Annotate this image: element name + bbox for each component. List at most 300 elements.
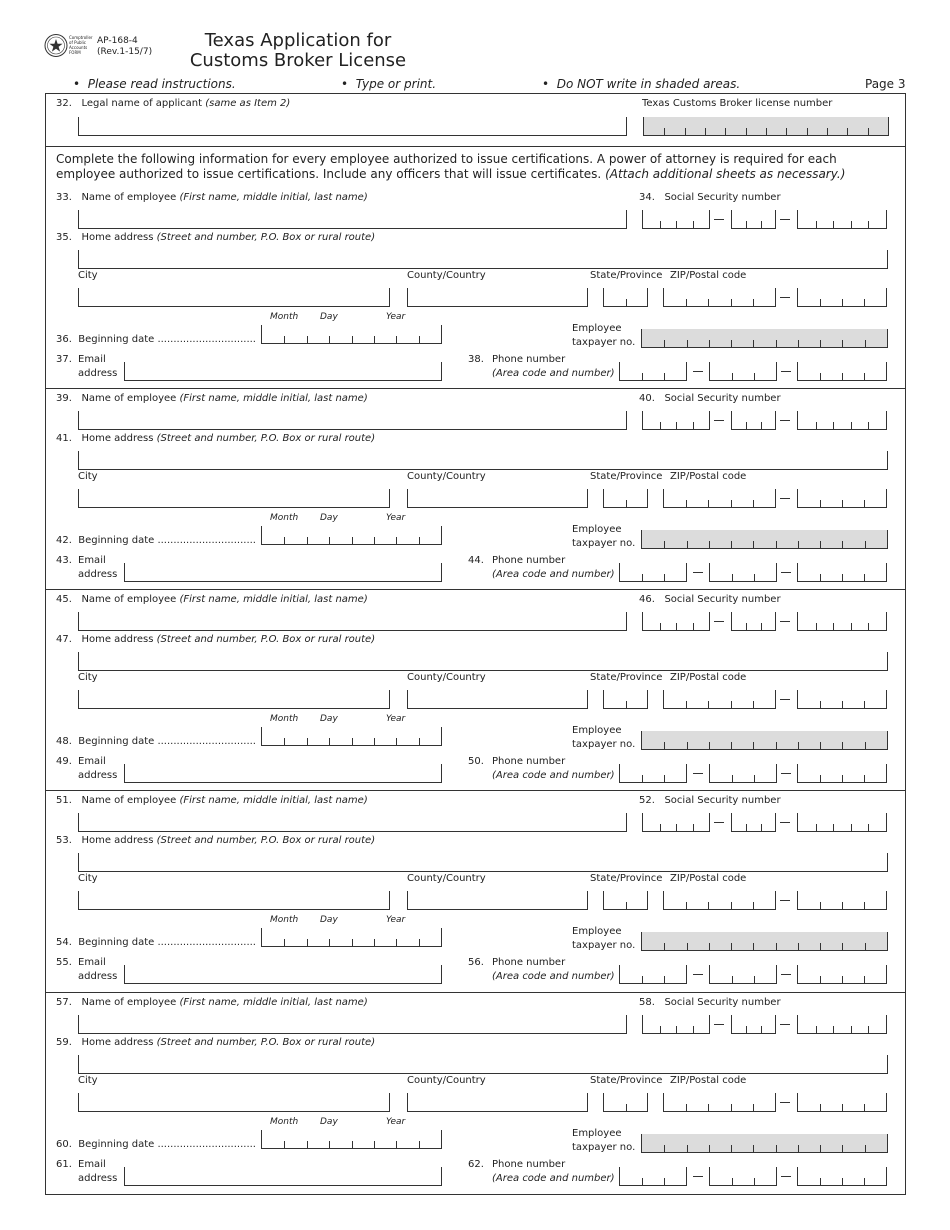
field-divider xyxy=(664,128,665,135)
license-number-field xyxy=(643,117,889,136)
field-divider xyxy=(816,422,817,429)
phone-dash xyxy=(781,572,791,573)
field-divider xyxy=(419,1141,420,1148)
field-divider xyxy=(786,128,787,135)
instructions-text: Complete the following information for every employee authorized to issue certifications. A power of attorney is required for each employee authorized to issue certifications. Include any officers that will issue certificates. (Attach additional sheets as necessary.) xyxy=(56,152,846,181)
field-divider xyxy=(396,537,397,544)
field-divider xyxy=(746,623,747,630)
field-divider xyxy=(642,1178,643,1185)
field-divider xyxy=(807,128,808,135)
field-divider xyxy=(693,623,694,630)
state-label: State/Province xyxy=(590,1075,663,1086)
seal-caption: Comptroller of Public Accounts FORM xyxy=(69,35,93,55)
field-divider xyxy=(842,373,843,380)
field-divider xyxy=(754,1178,755,1185)
phone-note: (Area code and number) xyxy=(492,1173,615,1184)
field-divider xyxy=(842,742,843,749)
employee-separator xyxy=(45,388,906,389)
field-divider xyxy=(842,1104,843,1111)
state-label: State/Province xyxy=(590,270,663,281)
beginning-date-field[interactable] xyxy=(261,325,442,344)
year-label: Year xyxy=(386,1117,406,1127)
field-divider xyxy=(753,701,754,708)
employee-name-field[interactable] xyxy=(78,210,627,229)
ssn-group-field[interactable] xyxy=(731,210,776,229)
email-field[interactable] xyxy=(124,563,442,582)
phone-line-field[interactable] xyxy=(797,965,887,984)
ssn-area-field[interactable] xyxy=(642,813,710,832)
field-divider xyxy=(842,701,843,708)
zip-label: ZIP/Postal code xyxy=(670,471,747,482)
beginning-date-label: 54. Beginning date ............................... xyxy=(56,937,256,948)
form-title-line2: Customs Broker License xyxy=(189,50,407,71)
ssn-area-field[interactable] xyxy=(642,1015,710,1034)
field-divider xyxy=(753,541,754,548)
ssn-group-field[interactable] xyxy=(731,612,776,631)
field-divider xyxy=(754,574,755,581)
phone-dash xyxy=(781,974,791,975)
field-divider xyxy=(820,574,821,581)
employee-taxpayer-label: Employee xyxy=(572,725,622,736)
month-label: Month xyxy=(270,714,299,724)
state-field[interactable] xyxy=(603,489,648,508)
field-divider xyxy=(284,1141,285,1148)
phone-label: Phone number xyxy=(492,354,566,365)
county-field[interactable] xyxy=(407,288,588,307)
city-field[interactable] xyxy=(78,690,390,709)
field-divider xyxy=(307,336,308,343)
field-divider xyxy=(732,373,733,380)
field-divider xyxy=(833,221,834,228)
field-divider xyxy=(374,939,375,946)
field-divider xyxy=(687,541,688,548)
home-address-label: 35. Home address (Street and number, P.O. Box or rural route) xyxy=(56,232,376,243)
field-divider xyxy=(827,128,828,135)
field-divider xyxy=(753,500,754,507)
field-divider xyxy=(693,221,694,228)
email-label: Email xyxy=(78,957,106,968)
field-divider xyxy=(753,943,754,950)
ssn-dash xyxy=(714,822,724,823)
phone-label: Phone number xyxy=(492,756,566,767)
zip-field[interactable] xyxy=(663,690,776,709)
item-32-label: 32. Legal name of applicant (same as Item 2) xyxy=(56,98,291,109)
field-divider xyxy=(864,299,865,306)
ssn-serial-field[interactable] xyxy=(797,813,887,832)
form-title-line1: Texas Application for xyxy=(204,30,392,51)
field-divider xyxy=(851,824,852,831)
field-divider xyxy=(864,775,865,782)
ssn-serial-field[interactable] xyxy=(797,210,887,229)
field-divider xyxy=(842,574,843,581)
phone-note: (Area code and number) xyxy=(492,368,615,379)
field-divider xyxy=(851,623,852,630)
field-divider xyxy=(642,574,643,581)
field-divider xyxy=(868,422,869,429)
county-label: County/Country xyxy=(407,1075,486,1086)
employee-taxpayer-field xyxy=(641,530,888,549)
field-divider xyxy=(766,128,767,135)
bullet-shaded: • Do NOT write in shaded areas. xyxy=(542,77,741,91)
field-divider xyxy=(864,902,865,909)
field-divider xyxy=(864,574,865,581)
field-divider xyxy=(731,541,732,548)
zip-label: ZIP/Postal code xyxy=(670,1075,747,1086)
year-label: Year xyxy=(386,915,406,925)
phone-number-item: 44. xyxy=(468,555,484,566)
field-divider xyxy=(709,541,710,548)
employee-taxpayer-label: taxpayer no. xyxy=(572,739,636,750)
beginning-date-label: 42. Beginning date ............................... xyxy=(56,535,256,546)
state-field[interactable] xyxy=(603,891,648,910)
employee-taxpayer-field xyxy=(641,329,888,348)
ssn-area-field[interactable] xyxy=(642,411,710,430)
city-label: City xyxy=(78,873,98,884)
phone-prefix-field[interactable] xyxy=(709,764,777,783)
field-divider xyxy=(842,1145,843,1152)
field-divider xyxy=(642,775,643,782)
beginning-date-field[interactable] xyxy=(261,928,442,947)
phone-label: Phone number xyxy=(492,957,566,968)
phone-area-field[interactable] xyxy=(619,563,687,582)
beginning-date-field[interactable] xyxy=(261,526,442,545)
ssn-serial-field[interactable] xyxy=(797,612,887,631)
ssn-area-field[interactable] xyxy=(642,210,710,229)
zip-field[interactable] xyxy=(663,489,776,508)
employee-name-field[interactable] xyxy=(78,612,627,631)
employee-taxpayer-label: Employee xyxy=(572,1128,622,1139)
field-divider xyxy=(865,1145,866,1152)
field-divider xyxy=(307,1141,308,1148)
day-label: Day xyxy=(320,1117,338,1127)
ssn-area-field[interactable] xyxy=(642,612,710,631)
field-divider xyxy=(851,1026,852,1033)
field-divider xyxy=(708,500,709,507)
phone-line-field[interactable] xyxy=(797,764,887,783)
field-divider xyxy=(761,623,762,630)
email-number: 61. xyxy=(56,1159,72,1170)
home-address-label: 41. Home address (Street and number, P.O. Box or rural route) xyxy=(56,433,376,444)
field-divider xyxy=(776,943,777,950)
field-divider xyxy=(705,128,706,135)
city-field[interactable] xyxy=(78,489,390,508)
phone-line-field[interactable] xyxy=(797,362,887,381)
field-divider xyxy=(664,340,665,347)
phone-dash xyxy=(693,572,703,573)
home-address-field[interactable] xyxy=(78,1055,888,1074)
field-divider xyxy=(709,340,710,347)
ssn-group-field[interactable] xyxy=(731,813,776,832)
employee-separator xyxy=(45,992,906,993)
beginning-date-field[interactable] xyxy=(261,1130,442,1149)
email-label: Email xyxy=(78,1159,106,1170)
zip-label: ZIP/Postal code xyxy=(670,270,747,281)
phone-prefix-field[interactable] xyxy=(709,563,777,582)
phone-area-field[interactable] xyxy=(619,965,687,984)
field-divider xyxy=(676,623,677,630)
ssn-label: 46. Social Security number xyxy=(639,594,781,605)
employee-taxpayer-label: taxpayer no. xyxy=(572,538,636,549)
email-label: address xyxy=(78,770,118,781)
home-address-field[interactable] xyxy=(78,250,888,269)
field-divider xyxy=(864,500,865,507)
state-field[interactable] xyxy=(603,1093,648,1112)
city-label: City xyxy=(78,1075,98,1086)
zip-dash xyxy=(780,699,790,700)
phone-number-item: 62. xyxy=(468,1159,484,1170)
zip-dash xyxy=(780,900,790,901)
field-divider xyxy=(868,824,869,831)
field-divider xyxy=(842,299,843,306)
state-field[interactable] xyxy=(603,690,648,709)
home-address-field[interactable] xyxy=(78,652,888,671)
field-divider xyxy=(816,824,817,831)
home-address-field[interactable] xyxy=(78,451,888,470)
beginning-date-label: 60. Beginning date ............................... xyxy=(56,1139,256,1150)
field-divider xyxy=(833,1026,834,1033)
email-field[interactable] xyxy=(124,764,442,783)
field-divider xyxy=(820,299,821,306)
phone-area-field[interactable] xyxy=(619,764,687,783)
field-divider xyxy=(660,422,661,429)
field-divider xyxy=(731,299,732,306)
field-divider xyxy=(687,943,688,950)
phone-prefix-field[interactable] xyxy=(709,1167,777,1186)
employee-name-field[interactable] xyxy=(78,813,627,832)
city-label: City xyxy=(78,672,98,683)
employee-separator xyxy=(45,790,906,791)
employee-name-field[interactable] xyxy=(78,411,627,430)
county-field[interactable] xyxy=(407,1093,588,1112)
field-divider xyxy=(284,738,285,745)
field-divider xyxy=(374,336,375,343)
field-divider xyxy=(865,943,866,950)
zip-field[interactable] xyxy=(663,891,776,910)
email-number: 49. xyxy=(56,756,72,767)
field-divider xyxy=(820,373,821,380)
phone-dash xyxy=(693,974,703,975)
field-divider xyxy=(664,574,665,581)
day-label: Day xyxy=(320,513,338,523)
field-divider xyxy=(419,336,420,343)
bullet-type: • Type or print. xyxy=(341,77,437,91)
field-divider xyxy=(753,902,754,909)
year-label: Year xyxy=(386,714,406,724)
beginning-date-label: 36. Beginning date ............................... xyxy=(56,334,256,345)
home-address-label: 59. Home address (Street and number, P.O. Box or rural route) xyxy=(56,1037,376,1048)
field-divider xyxy=(732,976,733,983)
email-number: 43. xyxy=(56,555,72,566)
phone-line-field[interactable] xyxy=(797,1167,887,1186)
ssn-group-field[interactable] xyxy=(731,411,776,430)
ssn-serial-field[interactable] xyxy=(797,1015,887,1034)
field-divider xyxy=(396,336,397,343)
field-divider xyxy=(676,422,677,429)
month-label: Month xyxy=(270,1117,299,1127)
phone-dash xyxy=(781,773,791,774)
field-divider xyxy=(753,1145,754,1152)
county-field[interactable] xyxy=(407,489,588,508)
phone-note: (Area code and number) xyxy=(492,569,615,580)
field-divider xyxy=(284,336,285,343)
field-divider xyxy=(396,939,397,946)
field-divider xyxy=(754,373,755,380)
ssn-dash xyxy=(780,1024,790,1025)
field-divider xyxy=(868,128,869,135)
beginning-date-field[interactable] xyxy=(261,727,442,746)
phone-note: (Area code and number) xyxy=(492,770,615,781)
field-divider xyxy=(352,939,353,946)
field-divider xyxy=(761,422,762,429)
field-divider xyxy=(731,1104,732,1111)
field-divider xyxy=(626,500,627,507)
phone-area-field[interactable] xyxy=(619,1167,687,1186)
state-field[interactable] xyxy=(603,288,648,307)
field-divider xyxy=(685,128,686,135)
field-divider xyxy=(660,623,661,630)
field-divider xyxy=(753,742,754,749)
city-label: City xyxy=(78,471,98,482)
field-divider xyxy=(842,976,843,983)
county-field[interactable] xyxy=(407,690,588,709)
field-divider xyxy=(329,738,330,745)
field-divider xyxy=(419,738,420,745)
county-field[interactable] xyxy=(407,891,588,910)
city-field[interactable] xyxy=(78,288,390,307)
phone-line-field[interactable] xyxy=(797,563,887,582)
field-divider xyxy=(626,299,627,306)
field-divider xyxy=(798,742,799,749)
zip-ext-field[interactable] xyxy=(797,891,887,910)
employee-name-label: 39. Name of employee (First name, middle initial, last name) xyxy=(56,393,368,404)
field-divider xyxy=(746,824,747,831)
field-divider xyxy=(686,902,687,909)
field-divider xyxy=(664,373,665,380)
field-divider xyxy=(731,701,732,708)
zip-ext-field[interactable] xyxy=(797,288,887,307)
phone-area-field[interactable] xyxy=(619,362,687,381)
field-divider xyxy=(732,775,733,782)
field-divider xyxy=(664,1178,665,1185)
field-divider xyxy=(687,340,688,347)
field-divider xyxy=(842,1178,843,1185)
field-divider xyxy=(284,537,285,544)
email-field[interactable] xyxy=(124,1167,442,1186)
field-divider xyxy=(820,943,821,950)
field-divider xyxy=(664,742,665,749)
zip-ext-field[interactable] xyxy=(797,489,887,508)
field-divider xyxy=(664,775,665,782)
zip-dash xyxy=(780,498,790,499)
field-divider xyxy=(820,500,821,507)
field-divider xyxy=(396,738,397,745)
zip-field[interactable] xyxy=(663,288,776,307)
employee-name-label: 33. Name of employee (First name, middle initial, last name) xyxy=(56,192,368,203)
employee-name-field[interactable] xyxy=(78,1015,627,1034)
field-divider xyxy=(686,701,687,708)
employee-taxpayer-field xyxy=(641,932,888,951)
field-divider xyxy=(816,623,817,630)
ssn-label: 34. Social Security number xyxy=(639,192,781,203)
phone-number-item: 38. xyxy=(468,354,484,365)
ssn-group-field[interactable] xyxy=(731,1015,776,1034)
field-divider xyxy=(847,128,848,135)
email-label: Email xyxy=(78,756,106,767)
phone-dash xyxy=(693,1176,703,1177)
home-address-field[interactable] xyxy=(78,853,888,872)
zip-ext-field[interactable] xyxy=(797,1093,887,1112)
phone-prefix-field[interactable] xyxy=(709,965,777,984)
day-label: Day xyxy=(320,312,338,322)
field-divider xyxy=(693,422,694,429)
day-label: Day xyxy=(320,915,338,925)
field-divider xyxy=(820,976,821,983)
field-divider xyxy=(731,500,732,507)
month-label: Month xyxy=(270,915,299,925)
field-divider xyxy=(865,541,866,548)
field-divider xyxy=(642,373,643,380)
ssn-label: 58. Social Security number xyxy=(639,997,781,1008)
ssn-dash xyxy=(780,420,790,421)
month-label: Month xyxy=(270,513,299,523)
phone-number-item: 50. xyxy=(468,756,484,767)
field-divider xyxy=(820,775,821,782)
ssn-serial-field[interactable] xyxy=(797,411,887,430)
phone-number-item: 56. xyxy=(468,957,484,968)
field-divider xyxy=(864,1178,865,1185)
employee-name-label: 57. Name of employee (First name, middle initial, last name) xyxy=(56,997,368,1008)
field-divider xyxy=(816,221,817,228)
field-divider xyxy=(816,1026,817,1033)
form-revision: (Rev.1-15/7) xyxy=(97,47,153,57)
field-divider xyxy=(753,340,754,347)
field-divider xyxy=(676,824,677,831)
employee-taxpayer-field xyxy=(641,1134,888,1153)
city-field[interactable] xyxy=(78,1093,390,1112)
field-divider xyxy=(820,1104,821,1111)
field-divider xyxy=(820,902,821,909)
field-divider xyxy=(864,1104,865,1111)
city-label: City xyxy=(78,270,98,281)
field-divider xyxy=(851,422,852,429)
field-divider xyxy=(746,1026,747,1033)
form-number: AP-168-4 xyxy=(97,36,138,46)
email-label: address xyxy=(78,1173,118,1184)
email-field[interactable] xyxy=(124,362,442,381)
field-divider xyxy=(419,537,420,544)
field-divider xyxy=(626,1104,627,1111)
field-divider xyxy=(754,976,755,983)
phone-note: (Area code and number) xyxy=(492,971,615,982)
city-field[interactable] xyxy=(78,891,390,910)
ssn-dash xyxy=(714,420,724,421)
field-divider xyxy=(374,537,375,544)
field-divider xyxy=(842,902,843,909)
field-divider xyxy=(374,738,375,745)
field-divider xyxy=(868,221,869,228)
field-divider xyxy=(664,1145,665,1152)
employee-taxpayer-field xyxy=(641,731,888,750)
zip-ext-field[interactable] xyxy=(797,690,887,709)
field-divider xyxy=(761,1026,762,1033)
field-divider xyxy=(776,340,777,347)
email-field[interactable] xyxy=(124,965,442,984)
zip-field[interactable] xyxy=(663,1093,776,1112)
legal-name-field[interactable] xyxy=(78,117,627,136)
phone-prefix-field[interactable] xyxy=(709,362,777,381)
employee-name-label: 45. Name of employee (First name, middle initial, last name) xyxy=(56,594,368,605)
field-divider xyxy=(660,1026,661,1033)
